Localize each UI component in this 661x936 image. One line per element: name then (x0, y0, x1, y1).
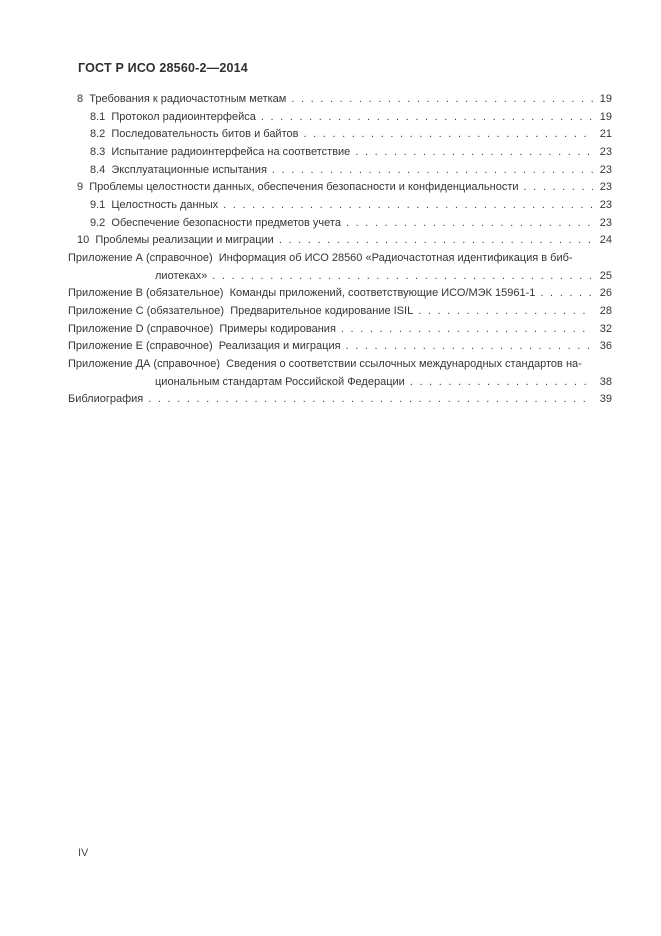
toc-page-number: 24 (599, 234, 612, 247)
toc-dot-leader (413, 303, 593, 321)
toc-dot-leader (535, 285, 593, 303)
toc-entry (68, 144, 612, 162)
toc-dot-leader (267, 162, 593, 180)
toc-entry-title: 8.1 Протокол радиоинтерфейса (90, 110, 256, 123)
toc-entry (68, 321, 612, 339)
toc-page-number: 19 (599, 110, 612, 123)
page-number-footer: IV (78, 847, 89, 859)
toc-page-number: 21 (599, 128, 612, 141)
toc-dot-leader (218, 197, 593, 215)
toc-dot-leader (256, 109, 593, 127)
toc-page-number: 23 (599, 145, 612, 158)
toc-page-number: 32 (599, 322, 612, 335)
toc-entry (68, 109, 612, 127)
toc-dot-leader (519, 179, 593, 197)
toc-entry (68, 232, 612, 250)
toc-entry (68, 391, 612, 409)
toc-entry (68, 285, 612, 303)
toc-entry-title: Приложение С (обязательное) Предварительное кодирование ISIL (68, 304, 414, 317)
toc-entry-title: Библиография (68, 393, 144, 406)
toc-entry-title: Приложение ДА (справочное) Сведения о соответствии ссылочных международных стандартов на- (68, 357, 582, 370)
toc-page-number: 26 (599, 287, 612, 300)
toc-entry-title: 8.4 Эксплуатационные испытания (90, 163, 267, 176)
toc-dot-leader (336, 321, 593, 339)
toc-page-number: 25 (599, 269, 612, 282)
toc-entry-title: Приложение А (справочное) Информация об ИСО 28560 «Радиочастотная идентификация в биб- (68, 251, 573, 264)
toc-entry (68, 197, 612, 215)
toc-page-number: 36 (599, 340, 612, 353)
toc-dot-leader (341, 338, 593, 356)
toc-page-number: 38 (599, 375, 612, 388)
toc-entry (68, 215, 612, 233)
toc-entry-title: 8.3 Испытание радиоинтерфейса на соответствие (90, 145, 351, 158)
table-of-contents (68, 91, 612, 409)
toc-entry (68, 303, 612, 321)
document-title-header: ГОСТ Р ИСО 28560-2—2014 (78, 61, 248, 75)
toc-entry (68, 126, 612, 144)
toc-entry-title: 8.2 Последовательность битов и байтов (90, 128, 299, 141)
toc-entry (68, 250, 612, 268)
toc-entry-title: Приложение D (справочное) Примеры кодирования (68, 322, 336, 335)
toc-entry-title: 9 Проблемы целостности данных, обеспечения безопасности и конфиденциальности (77, 181, 519, 194)
toc-entry-title: Приложение E (справочное) Реализация и миграция (68, 340, 341, 353)
toc-dot-leader (350, 144, 593, 162)
toc-dot-leader (341, 215, 593, 233)
toc-entry-title: 10 Проблемы реализации и миграции (77, 234, 274, 247)
toc-entry (68, 179, 612, 197)
toc-entry (68, 338, 612, 356)
toc-entry (68, 162, 612, 180)
toc-entry-title: 9.2 Обеспечение безопасности предметов учета (90, 216, 341, 229)
toc-dot-leader (207, 268, 593, 286)
toc-dot-leader (143, 391, 593, 409)
toc-dot-leader (274, 232, 593, 250)
toc-entry (68, 374, 612, 392)
toc-entry-title: 8 Требования к радиочастотным меткам (77, 93, 287, 105)
toc-page-number: 23 (599, 163, 612, 176)
toc-page-number: 23 (599, 216, 612, 229)
toc-entry (68, 268, 612, 286)
toc-page-number: 23 (599, 198, 612, 211)
toc-dot-leader (298, 126, 593, 144)
toc-page-number: 19 (599, 93, 612, 105)
toc-page-number: 39 (599, 393, 612, 406)
toc-entry-title: циональным стандартам Российской Федерации (155, 375, 405, 388)
toc-entry (68, 356, 612, 374)
toc-dot-leader (286, 91, 593, 109)
toc-entry-title: Приложение В (обязательное) Команды приложений, соответствующие ИСО/МЭК 15961-1 (68, 287, 536, 300)
toc-page-number: 23 (599, 181, 612, 194)
toc-entry-title: лиотеках» (155, 269, 208, 282)
toc-entry-title: 9.1 Целостность данных (90, 198, 219, 211)
toc-entry (68, 91, 612, 109)
toc-page-number: 28 (599, 304, 612, 317)
toc-dot-leader (405, 374, 593, 392)
